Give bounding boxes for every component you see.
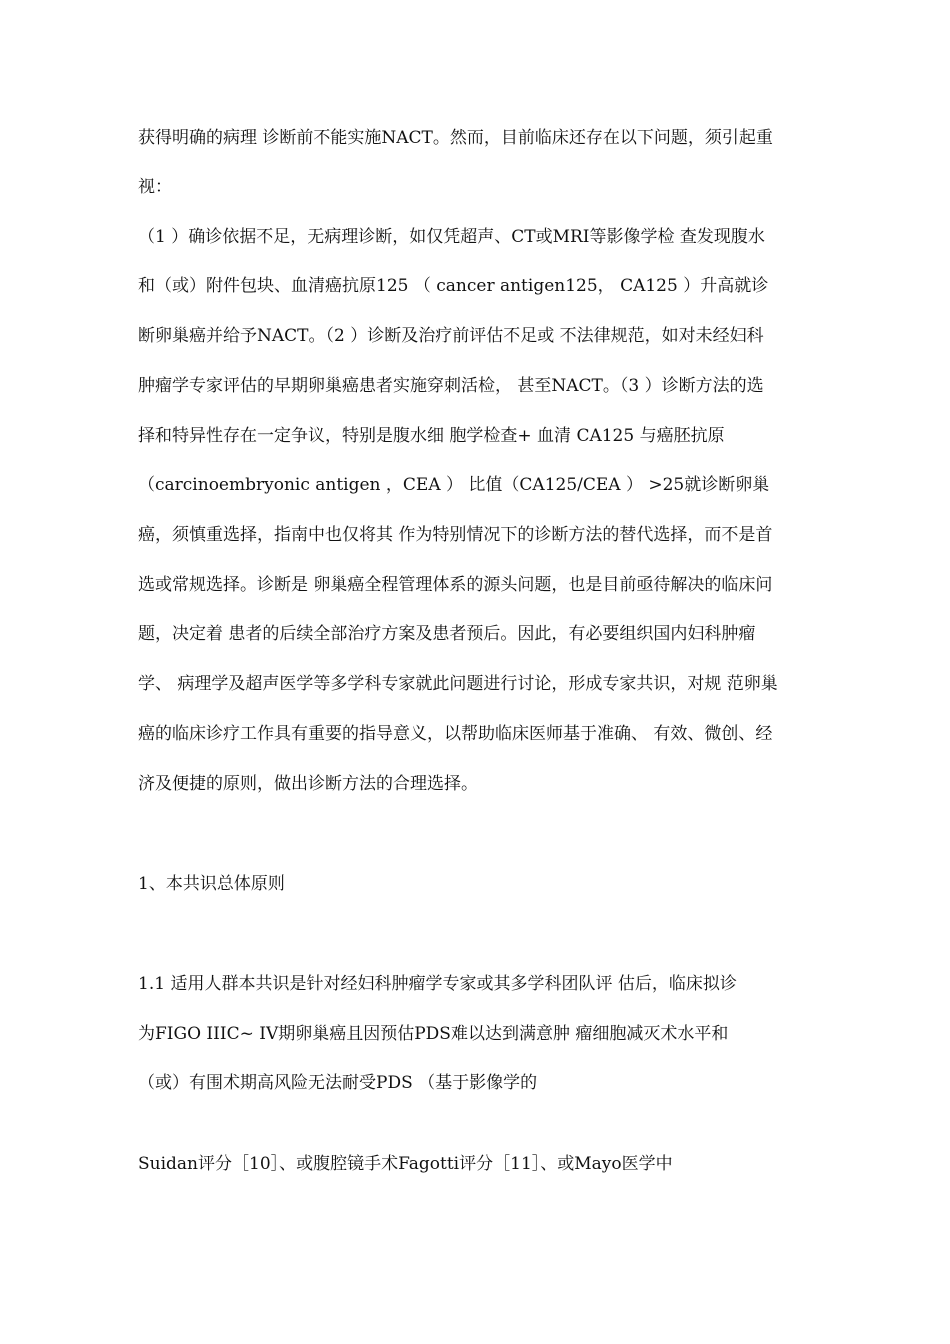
- intro-line: 肿瘤学专家评估的早期卵巢癌患者实施穿刺活检， 甚至NACT。（3 ）诊断方法的选: [138, 376, 764, 396]
- intro-line: 和（或）附件包块、血清癌抗原125 （ cancer antigen125， CA125 ）升高就诊: [138, 276, 769, 296]
- subsection-line: 为FIGO IIIC~ IV期卵巢癌且因预估PDS难以达到满意肿 瘤细胞减灭术水平和: [138, 1024, 729, 1044]
- intro-line: 择和特异性存在一定争议，特别是腹水细 胞学检查+ 血清 CA125 与癌胚抗原: [138, 426, 725, 446]
- intro-line: 题，决定着 患者的后续全部治疗方案及患者预后。因此，有必要组织国内妇科肿瘤: [138, 624, 756, 644]
- trailing-line: Suidan评分［10］、或腹腔镜手术Fagotti评分［11］、或Mayo医学中: [138, 1154, 673, 1174]
- intro-line: 选或常规选择。诊断是 卵巢癌全程管理体系的源头问题，也是目前亟待解决的临床问: [138, 575, 773, 595]
- intro-line: （carcinoembryonic antigen ，CEA ） 比值（CA125/CEA ） >25就诊断卵巢: [138, 475, 770, 495]
- intro-line: 癌，须慎重选择，指南中也仅将其 作为特别情况下的诊断方法的替代选择，而不是首: [138, 525, 773, 545]
- intro-line: 获得明确的病理 诊断前不能实施NACT。然而，目前临床还存在以下问题，须引起重: [138, 128, 773, 148]
- intro-line: 济及便捷的原则，做出诊断方法的合理选择。: [138, 774, 478, 794]
- section-heading: 1、本共识总体原则: [138, 874, 285, 894]
- intro-line: 视：: [138, 177, 172, 197]
- intro-line: （1 ）确诊依据不足，无病理诊断，如仅凭超声、CT或MRI等影像学检 查发现腹水: [138, 227, 765, 247]
- subsection-line: （或）有围术期高风险无法耐受PDS （基于影像学的: [138, 1073, 538, 1093]
- intro-line: 癌的临床诊疗工作具有重要的指导意义，以帮助临床医师基于准确、 有效、微创、经: [138, 724, 773, 744]
- intro-line: 断卵巢癌并给予NACT。（2 ）诊断及治疗前评估不足或 不法律规范，如对未经妇科: [138, 326, 764, 346]
- subsection-line: 1.1 适用人群本共识是针对经妇科肿瘤学专家或其多学科团队评 估后，临床拟诊: [138, 974, 737, 994]
- intro-line: 学、 病理学及超声医学等多学科专家就此问题进行讨论，形成专家共识，对规 范卵巢: [138, 674, 778, 694]
